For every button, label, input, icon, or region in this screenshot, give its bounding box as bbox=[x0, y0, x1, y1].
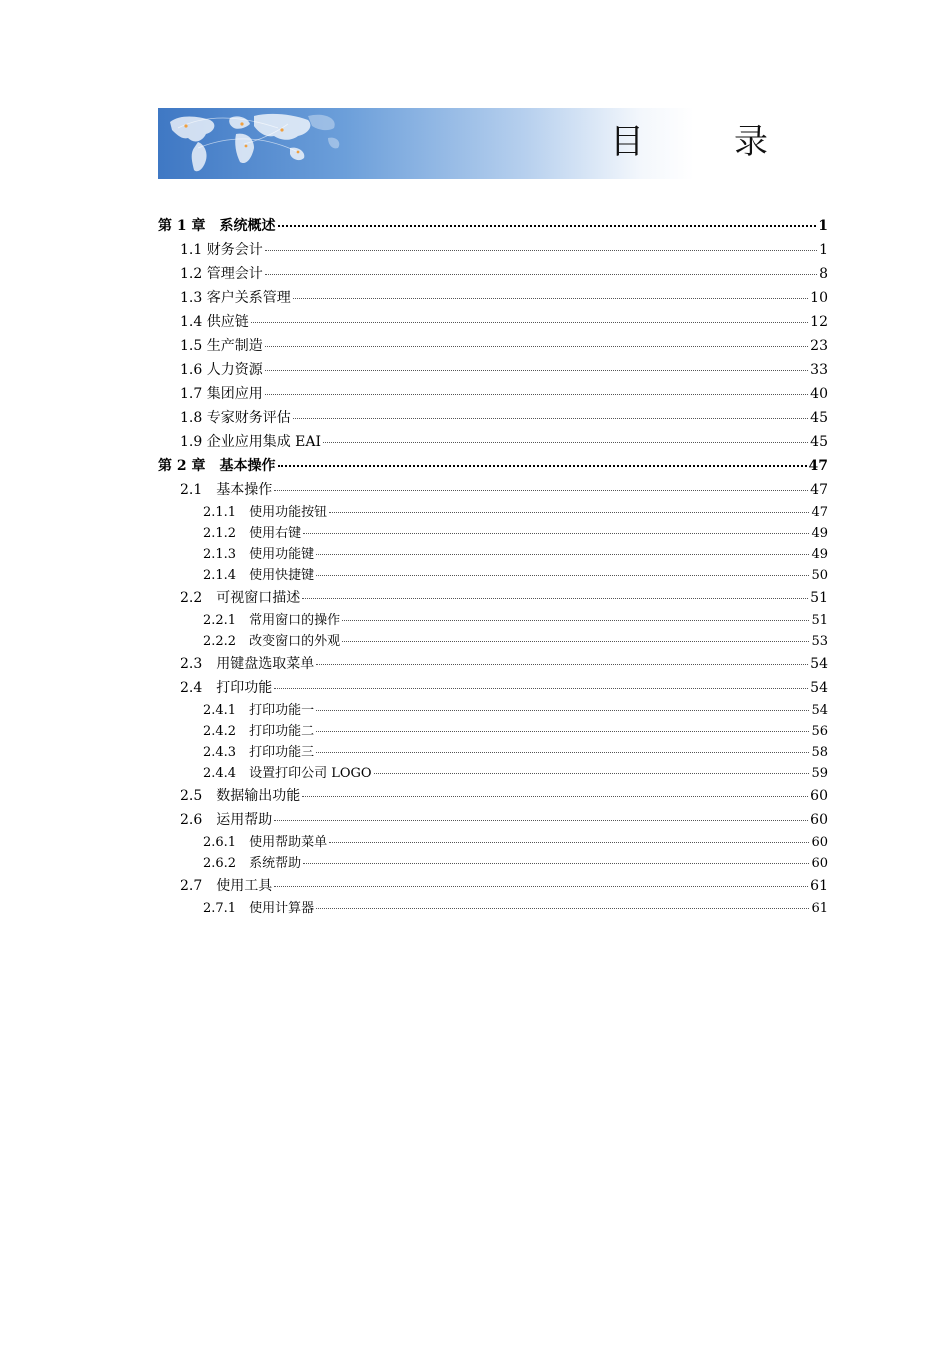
dot-leader bbox=[316, 731, 809, 732]
dot-leader bbox=[274, 886, 808, 887]
toc-entry-label: 2.1.1 使用功能按钮 bbox=[203, 505, 328, 520]
toc-entry-label: 1.1 财务会计 bbox=[180, 242, 263, 258]
dot-leader bbox=[302, 598, 808, 599]
toc-entry-label: 1.4 供应链 bbox=[180, 314, 249, 330]
toc-entry-page: 47 bbox=[811, 505, 828, 520]
toc-entry-page: 1 bbox=[819, 242, 828, 258]
dot-leader bbox=[323, 442, 808, 443]
dot-leader bbox=[342, 620, 809, 621]
dot-leader bbox=[251, 322, 808, 323]
dot-leader bbox=[278, 465, 807, 467]
toc-entry[interactable] bbox=[158, 832, 828, 853]
dot-leader bbox=[278, 225, 817, 227]
toc-entry-page: 51 bbox=[810, 590, 828, 606]
toc-entry[interactable] bbox=[158, 286, 828, 310]
toc-entry-page: 54 bbox=[810, 656, 828, 672]
toc-entry-page: 23 bbox=[810, 338, 828, 354]
dot-leader bbox=[265, 394, 808, 395]
toc-entry-label: 2.1.4 使用快捷键 bbox=[203, 568, 315, 583]
toc-entry[interactable] bbox=[158, 742, 828, 763]
toc-entry[interactable] bbox=[158, 586, 828, 610]
toc-entry-page: 49 bbox=[811, 526, 828, 541]
toc-entry-page: 45 bbox=[810, 410, 828, 426]
toc-entry-label: 2.4.2 打印功能二 bbox=[203, 724, 315, 739]
toc-entry[interactable] bbox=[158, 334, 828, 358]
toc-entry-page: 61 bbox=[810, 878, 828, 894]
toc-entry[interactable] bbox=[158, 652, 828, 676]
toc-entry-page: 60 bbox=[811, 856, 828, 871]
dot-leader bbox=[265, 346, 808, 347]
toc-entry[interactable] bbox=[158, 898, 828, 919]
toc-entry-page: 12 bbox=[810, 314, 828, 330]
toc-entry-page: 33 bbox=[810, 362, 828, 378]
toc-entry-page: 47 bbox=[810, 482, 828, 498]
toc-entry-page: 47 bbox=[808, 458, 828, 474]
toc-entry-page: 45 bbox=[810, 434, 828, 450]
dot-leader bbox=[316, 554, 809, 555]
dot-leader bbox=[316, 908, 809, 909]
toc-entry-label: 2.1 基本操作 bbox=[180, 482, 273, 498]
toc-entry[interactable] bbox=[158, 700, 828, 721]
dot-leader bbox=[374, 773, 810, 774]
toc-entry[interactable] bbox=[158, 874, 828, 898]
toc-entry[interactable] bbox=[158, 310, 828, 334]
toc-entry[interactable] bbox=[158, 478, 828, 502]
toc-entry-label: 1.6 人力资源 bbox=[180, 362, 263, 378]
toc-entry-label: 2.2.2 改变窗口的外观 bbox=[203, 634, 341, 649]
dot-leader bbox=[265, 250, 817, 251]
toc-entry-page: 51 bbox=[811, 613, 828, 628]
dot-leader bbox=[265, 274, 817, 275]
toc-entry-label: 2.2.1 常用窗口的操作 bbox=[203, 613, 341, 628]
toc-entry-page: 60 bbox=[810, 788, 828, 804]
toc-entry[interactable] bbox=[158, 853, 828, 874]
toc-entry-label: 2.7.1 使用计算器 bbox=[203, 901, 315, 916]
world-map-icon bbox=[158, 108, 638, 179]
dot-leader bbox=[316, 710, 809, 711]
toc-entry-page: 56 bbox=[811, 724, 828, 739]
dot-leader bbox=[342, 641, 809, 642]
toc-entry[interactable] bbox=[158, 430, 828, 454]
dot-leader bbox=[303, 863, 809, 864]
toc-entry-page: 40 bbox=[810, 386, 828, 402]
toc-entry-label: 2.7 使用工具 bbox=[180, 878, 273, 894]
toc-entry-page: 50 bbox=[811, 568, 828, 583]
toc-entry-label: 第 2 章 基本操作 bbox=[158, 458, 276, 474]
dot-leader bbox=[329, 512, 809, 513]
toc-entry[interactable] bbox=[158, 721, 828, 742]
toc-entry-page: 1 bbox=[818, 218, 828, 234]
toc-entry[interactable] bbox=[158, 784, 828, 808]
dot-leader bbox=[274, 820, 808, 821]
toc-entry[interactable] bbox=[158, 544, 828, 565]
toc-entry[interactable] bbox=[158, 358, 828, 382]
toc-entry-label: 1.5 生产制造 bbox=[180, 338, 263, 354]
toc-entry-label: 1.7 集团应用 bbox=[180, 386, 263, 402]
toc-entry-label: 2.1.3 使用功能键 bbox=[203, 547, 315, 562]
dot-leader bbox=[293, 298, 808, 299]
toc-entry-label: 2.6.1 使用帮助菜单 bbox=[203, 835, 328, 850]
toc-entry[interactable] bbox=[158, 565, 828, 586]
toc-entry-page: 49 bbox=[811, 547, 828, 562]
toc-entry-page: 53 bbox=[811, 634, 828, 649]
toc-entry[interactable] bbox=[158, 631, 828, 652]
toc-entry-page: 54 bbox=[811, 703, 828, 718]
toc-entry-page: 61 bbox=[811, 901, 828, 916]
dot-leader bbox=[303, 533, 809, 534]
toc-entry-label: 1.3 客户关系管理 bbox=[180, 290, 291, 306]
toc-entry[interactable] bbox=[158, 808, 828, 832]
toc-entry[interactable] bbox=[158, 262, 828, 286]
toc-entry[interactable] bbox=[158, 454, 828, 478]
toc-entry-label: 2.4.1 打印功能一 bbox=[203, 703, 315, 718]
dot-leader bbox=[274, 490, 808, 491]
toc-entry[interactable] bbox=[158, 382, 828, 406]
dot-leader bbox=[302, 796, 808, 797]
toc-entry-label: 2.5 数据输出功能 bbox=[180, 788, 301, 804]
toc-entry-page: 8 bbox=[819, 266, 828, 282]
toc-entry-label: 1.8 专家财务评估 bbox=[180, 410, 291, 426]
toc-entry-label: 1.9 企业应用集成 EAI bbox=[180, 434, 322, 450]
dot-leader bbox=[293, 418, 808, 419]
dot-leader bbox=[316, 752, 809, 753]
toc-entry-label: 第 1 章 系统概述 bbox=[158, 218, 276, 234]
dot-leader bbox=[265, 370, 808, 371]
toc-entry-label: 1.2 管理会计 bbox=[180, 266, 263, 282]
toc-entry[interactable] bbox=[158, 214, 828, 238]
toc-entry-page: 60 bbox=[811, 835, 828, 850]
toc-entry[interactable] bbox=[158, 763, 828, 784]
toc-entry-label: 2.4 打印功能 bbox=[180, 680, 273, 696]
toc-entry[interactable] bbox=[158, 502, 828, 523]
toc-entry-page: 54 bbox=[810, 680, 828, 696]
toc-entry-page: 58 bbox=[811, 745, 828, 760]
toc-entry-label: 2.3 用键盘选取菜单 bbox=[180, 656, 315, 672]
toc-entry-label: 2.6 运用帮助 bbox=[180, 812, 273, 828]
header-banner bbox=[158, 108, 828, 179]
toc-entry-label: 2.6.2 系统帮助 bbox=[203, 856, 302, 871]
toc-entry-page: 10 bbox=[810, 290, 828, 306]
toc-entry[interactable] bbox=[158, 610, 828, 631]
toc-entry[interactable] bbox=[158, 523, 828, 544]
table-of-contents bbox=[158, 214, 828, 919]
dot-leader bbox=[316, 664, 808, 665]
toc-entry-label: 2.2 可视窗口描述 bbox=[180, 590, 301, 606]
toc-entry-label: 2.4.4 设置打印公司 LOGO bbox=[203, 766, 372, 781]
toc-entry-label: 2.1.2 使用右键 bbox=[203, 526, 302, 541]
toc-entry-label: 2.4.3 打印功能三 bbox=[203, 745, 315, 760]
toc-entry-page: 59 bbox=[811, 766, 828, 781]
dot-leader bbox=[329, 842, 809, 843]
page-title: 目 录 bbox=[610, 122, 796, 162]
toc-entry-page: 60 bbox=[810, 812, 828, 828]
toc-entry[interactable] bbox=[158, 676, 828, 700]
dot-leader bbox=[316, 575, 809, 576]
dot-leader bbox=[274, 688, 808, 689]
toc-entry[interactable] bbox=[158, 406, 828, 430]
toc-entry[interactable] bbox=[158, 238, 828, 262]
